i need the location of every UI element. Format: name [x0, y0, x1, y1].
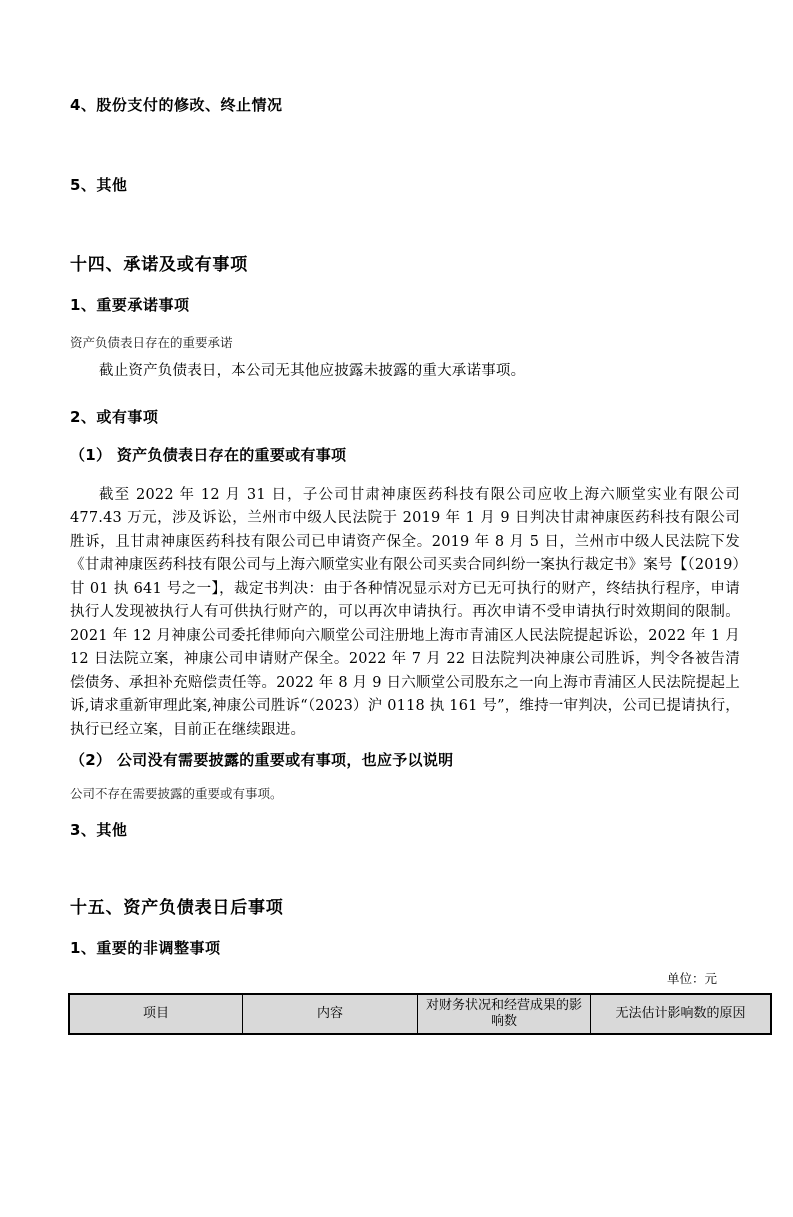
heading-important-non-adjusting-events: 1、重要的非调整事项 [70, 939, 221, 957]
non-adjusting-events-table [68, 993, 772, 1035]
table-header-item: 项目 [69, 994, 243, 1034]
document-page [0, 95, 793, 1217]
table-header-content: 内容 [243, 994, 418, 1034]
heading-share-payment-modification: 4、股份支付的修改、终止情况 [70, 96, 283, 114]
heading-other-3: 3、其他 [70, 821, 128, 839]
heading-important-commitments: 1、重要承诺事项 [70, 296, 190, 314]
heading-other-5: 5、其他 [70, 176, 128, 194]
table-header-financial-impact: 对财务状况和经营成果的影响数 [418, 994, 591, 1034]
paragraph-litigation-details: 截至 2022 年 12 月 31 日，子公司甘肃神康医药科技有限公司应收上海六顺堂实业有限公司 477.43 万元，涉及诉讼，兰州市中级人民法院于 2019 年 1 月 9 日判决甘肃神康医药科技有限公司胜诉，且甘肃神康医药科技有限公司已申请资产保全。2019 年 8 月 5 日，兰州市中级人民法院下发《甘肃神康医药科技有限公司与上海六顺堂实业有限公司买卖合同纠纷一案执行裁定书》案号【（2019）甘 01 执 641 号之一】，裁定书判决：由于各种情况显示对方已无可执行的财产，终结执行程序，申请执行人发现被执行人有可供执行财产的，可以再次申请执行。再次申请不受申请执行时效期间的限制。2021 年 12 月神康公司委托律师向六顺堂公司注册地上海市青浦区人民法院提起诉讼，2022 年 1 月 12 日法院立案，神康公司申请财产保全。2022 年 7 月 22 日法院判决神康公司胜诉，判令各被告清偿债务、承担补充赔偿责任等。2022 年 8 月 9 日六顺堂公司股东之一向上海市青浦区人民法院提起上诉,请求重新审理此案,神康公司胜诉“（2023）沪 0118 执 161 号”，维持一审判决，公司已提请执行，执行已经立案，目前正在继续跟进。 [70, 486, 740, 738]
heading-important-contingencies-at-balance-sheet-date: （1） 资产负债表日存在的重要或有事项 [70, 445, 347, 464]
table-header-reason-unestimable: 无法估计影响数的原因 [591, 994, 772, 1034]
heading-contingencies: 2、或有事项 [70, 407, 159, 426]
table-header-row [69, 994, 771, 1034]
note-no-important-contingencies: 公司不存在需要披露的重要或有事项。 [70, 786, 283, 801]
note-balance-sheet-commitments: 资产负债表日存在的重要承诺 [70, 335, 233, 350]
heading-no-contingencies-statement: （2） 公司没有需要披露的重要或有事项，也应予以说明 [70, 751, 454, 769]
unit-label: 单位：元 [666, 971, 717, 986]
chapter-heading-15-post-balance-sheet-events: 十五、资产负债表日后事项 [70, 898, 284, 918]
paragraph-no-undisclosed-commitments: 截止资产负债表日，本公司无其他应披露未披露的重大承诺事项。 [99, 363, 526, 379]
chapter-heading-14-commitments-contingencies: 十四、承诺及或有事项 [70, 255, 248, 275]
